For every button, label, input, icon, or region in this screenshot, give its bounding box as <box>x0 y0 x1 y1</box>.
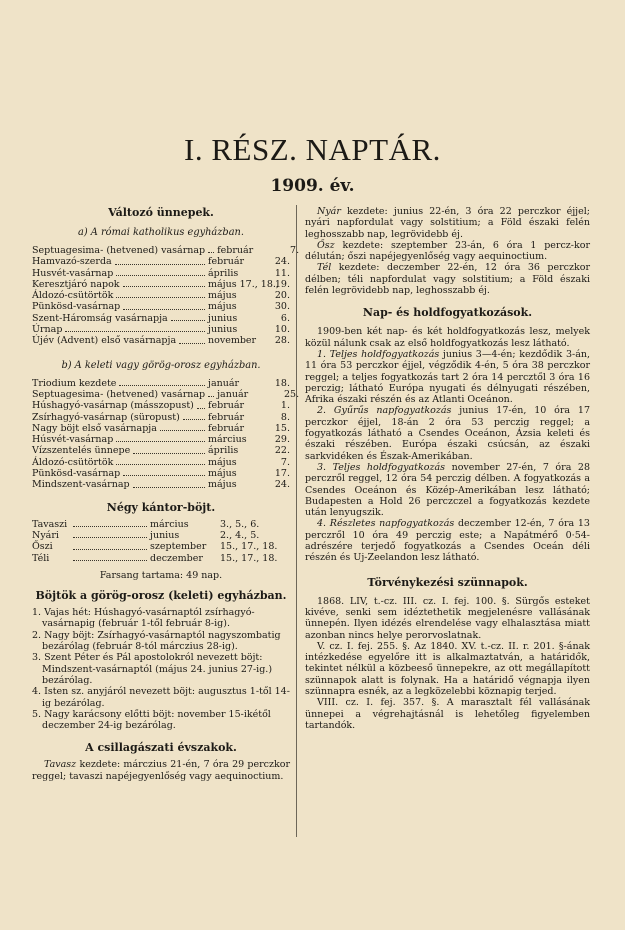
ember-season: Őszi <box>32 541 53 553</box>
feast-month: február <box>208 256 245 268</box>
feast-name: Újév (Advent) első vasárnapja <box>32 335 177 347</box>
feast-day: 10. <box>274 324 290 336</box>
feast-name: Vízszentelés ünnepe <box>32 445 131 457</box>
winter-paragraph: Tél kezdete: deczember 22-én, 12 óra 36 perczkor délben; téli napfordulat vagy solstitium; a Föld északi felén legrövidebb nap, leghosszabb éj. <box>305 262 590 297</box>
feast-month: február <box>208 400 245 412</box>
feast-month: május <box>208 456 237 468</box>
feast-day: 22. <box>274 445 290 457</box>
feast-row <box>32 479 290 490</box>
dot-leader <box>179 343 205 344</box>
dot-leader <box>73 526 147 527</box>
ember-days-heading: Négy kántor-böjt. <box>106 500 216 514</box>
feast-month: május <box>208 468 237 480</box>
dot-leader <box>73 560 147 561</box>
dot-leader <box>123 286 205 287</box>
feast-day: 11. <box>274 267 290 279</box>
feast-day: 6. <box>280 312 290 324</box>
rc-subheading: a) A római katholikus egyházban. <box>78 227 244 238</box>
dot-leader <box>116 464 205 465</box>
feast-row <box>32 388 300 400</box>
feast-month: február <box>217 245 254 256</box>
fast-item: 4. Isten sz. anyjáról nevezett böjt: augusztus 1-től 14-ig bezárólag. <box>32 686 290 709</box>
feast-name: Hamvazó-szerda <box>32 256 112 268</box>
dot-leader <box>116 275 205 276</box>
feast-row <box>32 412 290 423</box>
dot-leader <box>116 297 205 298</box>
ember-days: 3., 5., 6. <box>220 518 260 530</box>
feast-month: április <box>208 267 239 279</box>
eclipse-1: 1. Teljes holdfogyatkozás junius 3—4-én; kezdődik 3-án, 11 óra 53 perczkor éjjel, végződik 4-én, 5 óra 38 perczkor reggel; a teljes fogyatkozás tart 2 óra 14 percztől 3 óra 16 perczig; látható Európa nyugati és délnyugati részében, Afrika északi részén és az Atlanti Oceánon. <box>305 348 590 406</box>
dot-leader <box>197 408 205 409</box>
orth-feast-list <box>32 377 300 491</box>
carnival-length: Farsang tartama: 49 nap. <box>99 569 223 581</box>
feast-name: Áldozó-csütörtök <box>32 290 114 302</box>
feast-row <box>32 445 290 456</box>
eclipse-2: 2. Gyűrűs napfogyatkozás junius 17-én, 10 óra 17 perczkor éjjel, 18-án 2 óra 53 perczig reggel; a fogyatkozás látható a Csendes Oceánon, Ázsia keleti és északi részében. Európa északi csúcsán, az északi sarkvidéken és Észak-Amerikában. <box>305 405 590 462</box>
feast-day: 15. <box>274 422 290 434</box>
left-column <box>32 206 300 782</box>
fast-item: 2. Nagy böjt: Zsírhagyó-vasárnaptól nagyszombatig bezárólag (február 8-tól márczius 28-ig). <box>32 629 281 653</box>
feast-day: 29. <box>274 434 290 446</box>
feast-month: május <box>208 479 237 491</box>
column-divider <box>296 205 297 837</box>
feast-row <box>32 400 290 411</box>
dot-leader <box>73 537 147 538</box>
dot-leader <box>73 549 147 550</box>
feast-month: április <box>208 445 239 457</box>
feast-month: junius <box>208 312 238 324</box>
feast-row <box>32 245 300 256</box>
eclipse-3: 3. Teljes holdfogyatkozás november 27-én, 7 óra 28 perczről reggel, 12 óra 54 perczig délben. A fogyatkozás a Csendes Oceánon és Közép-Amerikában lesz látható; Budapesten a Hold 26 perczczel a fogyatkozás kezdete után lenyugszik. <box>305 461 591 519</box>
feast-month: május 17., 18., <box>208 278 279 290</box>
spring-paragraph: Tavasz kezdete: márczius 21-én, 7 óra 29 perczkor reggel; tavaszi napéjegyenlőség vagy aequinoctium. <box>32 759 290 782</box>
dot-leader <box>160 430 205 431</box>
feast-row <box>32 301 290 312</box>
feast-day: 17. <box>274 468 290 480</box>
feast-row <box>32 468 290 479</box>
ember-row <box>32 519 290 530</box>
dot-leader <box>183 419 205 420</box>
year-heading: 1909. év. <box>270 176 355 196</box>
ember-days: 15., 17., 18. <box>220 541 278 553</box>
orth-subheading: b) A keleti vagy görög-orosz egyházban. <box>61 359 261 371</box>
ember-month: március <box>150 518 189 530</box>
dot-leader <box>116 441 205 442</box>
feast-name: Septuagesima- (hetvened) vasárnap <box>32 245 206 256</box>
feast-row <box>32 434 290 445</box>
feast-month: május <box>208 290 237 302</box>
seasons-heading: A csillagászati évszakok. <box>85 741 237 755</box>
dot-leader <box>65 331 205 332</box>
feast-name: Mindszent-vasárnap <box>32 479 130 491</box>
dot-leader <box>123 475 205 476</box>
feast-day: 24. <box>274 479 290 491</box>
fasts-heading: Böjtök a görög-orosz (keleti) egyházban. <box>35 589 287 603</box>
summer-paragraph: Nyár kezdete: junius 22-én, 3 óra 22 perczkor éjjel; nyári napfordulat vagy solstitium; a Föld északi felén leghosszabb nap, legrövidebb éj. <box>305 206 590 240</box>
dot-leader <box>119 385 205 386</box>
feast-name: Húsvét-vasárnap <box>32 434 114 446</box>
feast-day: 7. <box>290 245 300 256</box>
ember-row <box>32 553 290 564</box>
feast-row <box>32 290 290 301</box>
feast-day: 25. <box>284 388 300 400</box>
ember-season: Tavaszi <box>32 518 68 530</box>
feast-row <box>32 423 290 434</box>
dot-leader <box>208 252 214 253</box>
autumn-paragraph: Ősz kezdete: szeptember 23-án, 6 óra 1 percz-kor délután; őszi napéjegyenlőség vagy aequinoctium. <box>305 239 590 263</box>
ember-season: Nyári <box>32 529 59 541</box>
feast-row <box>32 324 290 335</box>
feast-name: Húshagyó-vasárnap (másszopust) <box>32 400 194 412</box>
feast-row <box>32 313 290 324</box>
feast-name: Pünkösd-vasárnap <box>32 468 121 480</box>
feast-day: 28. <box>274 335 290 347</box>
dot-leader <box>133 453 205 454</box>
dot-leader <box>133 487 205 488</box>
feast-name: Szent-Háromság vasárnapja <box>32 312 168 324</box>
feast-row <box>32 378 290 389</box>
feast-day: 7. <box>280 456 290 468</box>
feast-month: november <box>208 335 257 347</box>
feast-name: Keresztjáró napok <box>32 278 120 290</box>
movable-feasts-heading: Változó ünnepek. <box>108 206 214 219</box>
feast-day: 24. <box>274 256 290 268</box>
ember-month: junius <box>150 529 180 541</box>
feast-month: május <box>208 301 237 313</box>
feast-month: március <box>208 434 247 446</box>
ember-row <box>32 530 290 541</box>
feast-name: Husvét-vasárnap <box>32 267 114 279</box>
feast-row <box>32 268 290 279</box>
feast-day: 1. <box>280 400 290 412</box>
ember-days: 15., 17., 18. <box>220 552 278 564</box>
right-column <box>305 206 590 731</box>
ember-row <box>32 541 290 552</box>
feast-name: Áldozó-csütörtök <box>32 456 114 468</box>
dot-leader <box>171 320 205 321</box>
feast-month: junius <box>208 324 238 336</box>
feast-day: 19. <box>274 278 290 290</box>
feast-row <box>32 335 290 346</box>
feast-name: Nagy böjt első vasárnapja <box>32 422 157 434</box>
ember-month: szeptember <box>150 541 207 553</box>
dot-leader <box>123 309 205 310</box>
court-paragraph-1: 1868. LIV, t.-cz. III. cz. I. fej. 100. §. Sürgős esteket kivéve, senki sem idéztethetik megjelenésre vallásának ünnepén. Ilyen idézés elrendelése vagy elhalasztása miatt azonban nincs helye perorvoslatnak. <box>305 595 590 641</box>
ember-month: deczember <box>150 552 203 564</box>
feast-day: 30. <box>274 301 290 313</box>
feast-row <box>32 256 290 267</box>
feast-name: Triodium kezdete <box>32 377 117 389</box>
feast-day: 20. <box>274 290 290 302</box>
page-title: I. RÉSZ. NAPTÁR. <box>184 132 441 167</box>
feast-month: február <box>208 411 245 423</box>
dot-leader <box>208 396 214 397</box>
court-paragraph-3: VIII. cz. I. fej. 357. §. A marasztalt fél vallásának ünnepei a végrehajtásnál is lehetőleg figyelemben tartandók. <box>305 697 590 731</box>
rc-feast-list <box>32 245 300 347</box>
feast-name: Zsírhagyó-vasárnap (süropust) <box>32 411 180 423</box>
ember-days-list <box>32 519 290 564</box>
fasts-list <box>32 607 290 731</box>
feast-day: 8. <box>280 411 290 423</box>
fast-item: 3. Szent Péter és Pál apostolokról nevezett böjt: Mindszent-vasárnaptól (május 24. junius 27-ig.) bezárólag. <box>32 652 273 686</box>
feast-month: január <box>208 377 240 389</box>
feast-row <box>32 457 290 468</box>
feast-month: január <box>217 388 249 400</box>
feast-name: Pünkösd-vasárnap <box>32 301 121 313</box>
feast-day: 18. <box>274 377 290 389</box>
feast-name: Septuagesima- (hetvened) vasárnap <box>32 388 206 400</box>
feast-name: Úrnap <box>32 324 63 336</box>
court-paragraph-2: V. cz. I. fej. 255. §. Az 1840. XV. t.-cz. II. r. 201. §-ának intézkedése egyelőre itt is alkalmaztatván, a határidők, tekintet nélkül a közbeeső ünnepekre, az ott megállapított szünnapok alatt is folynak. Ha a határidő végnapja ilyen szünnapra esnék, az a legközelebbi köznapig terjed. <box>305 640 590 697</box>
feast-month: február <box>208 422 245 434</box>
ember-season: Téli <box>32 552 50 564</box>
fast-item: 5. Nagy karácsony előtti böjt: november 15-ikétől deczember 24-ig bezárólag. <box>32 708 271 732</box>
dot-leader <box>115 264 205 265</box>
feast-row <box>32 279 290 290</box>
eclipses-intro: 1909-ben két nap- és két holdfogyatkozás lesz, melyek közül nálunk csak az első holdfogyatkozás lesz látható. <box>305 326 590 349</box>
ember-days: 2., 4., 5. <box>220 529 260 541</box>
eclipse-4: 4. Részletes napfogyatkozás deczember 12-én, 7 óra 13 perczről 10 óra 49 perczig este; a Napátmérő 0·54-adrészére terjedő fogyatkozás a Csendes Oceán déli részén és Uj-Zeelandon lesz látható. <box>305 518 590 564</box>
fast-item: 1. Vajas hét: Húshagyó-vasárnaptól zsírhagyó-vasárnapig (február 1-től február 8-ig). <box>32 607 255 630</box>
eclipses-heading: Nap- és holdfogyatkozások. <box>362 306 533 320</box>
court-holidays-heading: Törvénykezési szünnapok. <box>367 575 528 589</box>
